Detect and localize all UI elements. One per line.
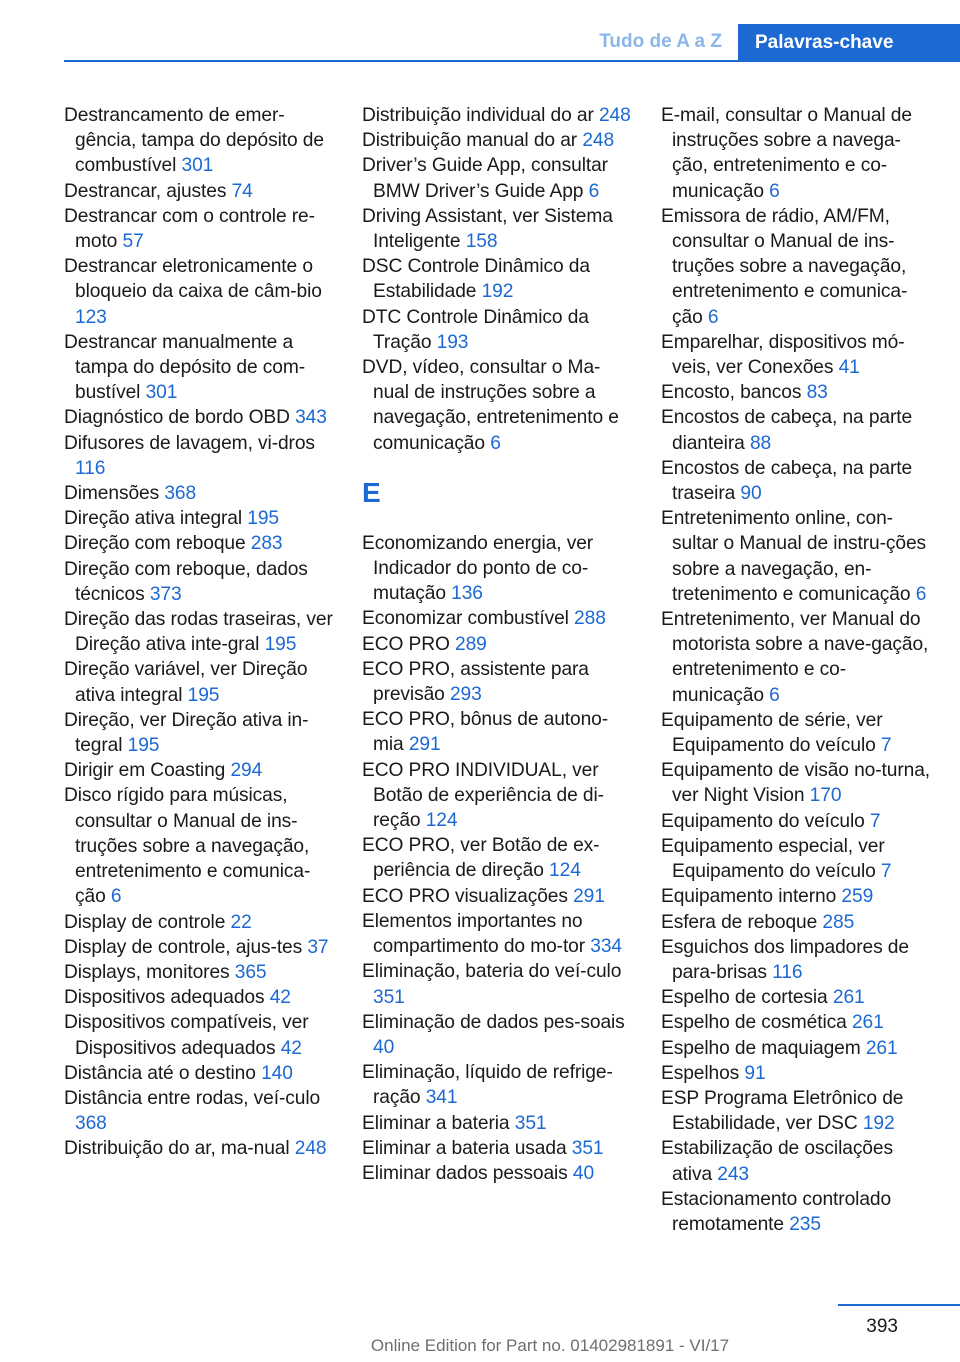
index-page-link[interactable]: 57	[122, 231, 144, 253]
index-entry	[362, 758, 632, 834]
index-entry	[362, 1060, 632, 1110]
index-entry	[661, 1136, 931, 1186]
index-page-link[interactable]: 192	[862, 1113, 895, 1135]
index-page-link[interactable]: 291	[573, 885, 605, 907]
index-entry-term: Economizando energia, ver Indicador do ponto de co‐mutação	[362, 532, 594, 605]
index-entry-term: Direção variável, ver Direção ativa integral	[64, 659, 308, 706]
index-page-link[interactable]: 248	[582, 130, 615, 152]
index-entry	[362, 204, 632, 254]
index-entry	[661, 380, 931, 405]
index-page-link[interactable]: 91	[744, 1062, 766, 1084]
index-entry	[362, 833, 632, 883]
index-page-link[interactable]: 248	[598, 105, 631, 126]
index-entry	[661, 103, 931, 204]
index-entry-term: Direção, ver Direção ativa in‐tegral	[64, 709, 309, 757]
index-page-link[interactable]: 288	[574, 608, 606, 630]
index-page-link[interactable]: 124	[549, 860, 581, 882]
index-entry-term: Distribuição do ar, ma‐nual	[64, 1138, 290, 1160]
section-tab[interactable]: Tudo de A a Z	[599, 31, 722, 52]
index-entry-term: Display de controle	[64, 911, 226, 933]
index-entry-term: Elementos importantes no compartimento do mo‐tor	[362, 910, 586, 958]
index-entry-term: ECO PRO	[362, 633, 450, 655]
index-entry-term: Displays, monitores	[64, 961, 230, 983]
index-entry-term: ECO PRO, ver Botão de ex‐periência de direção	[362, 835, 600, 882]
index-entry-term: ECO PRO INDIVIDUAL, ver Botão de experiência de di‐reção	[362, 759, 604, 832]
index-entry	[661, 607, 931, 708]
index-entry-term: Distância até o destino	[64, 1062, 256, 1084]
index-entry	[661, 330, 931, 380]
index-page-link[interactable]: 283	[250, 533, 283, 555]
index-page-link[interactable]: 291	[408, 734, 441, 756]
index-entry	[661, 405, 931, 455]
index-entry	[661, 910, 931, 935]
index-entry	[64, 204, 334, 254]
index-entry-term: Equipamento de série, ver Equipamento do veículo	[661, 709, 883, 757]
index-page-link[interactable]: 136	[451, 583, 483, 605]
index-entry	[64, 506, 334, 531]
index-entry-term: Eliminar dados pessoais	[362, 1162, 568, 1184]
index-entry	[661, 204, 931, 330]
index-page-link[interactable]: 365	[234, 961, 267, 983]
index-page-link[interactable]: 301	[145, 382, 178, 404]
index-entry	[661, 708, 931, 758]
index-page-link[interactable]: 334	[590, 936, 622, 958]
index-page-link[interactable]: 351	[571, 1137, 604, 1159]
index-page-link[interactable]: 192	[481, 281, 514, 303]
index-entry	[64, 935, 334, 960]
index-page-link[interactable]: 37	[307, 936, 329, 958]
index-entry	[362, 355, 632, 456]
index-entry	[64, 481, 334, 506]
index-entry-term: Difusores de lavagem, vi‐dros	[64, 432, 315, 454]
index-page-link[interactable]: 195	[187, 684, 220, 706]
index-entry	[64, 103, 334, 179]
index-column-1	[64, 103, 334, 1162]
index-page-link[interactable]: 7	[880, 735, 892, 757]
index-entry	[362, 153, 632, 203]
index-page-link[interactable]: 124	[425, 810, 458, 832]
index-entry-term: Dispositivos compatíveis, ver Dispositivos adequados	[64, 1012, 309, 1059]
index-entry	[64, 330, 334, 406]
index-entry-term: Eliminação de dados pes‐soais	[362, 1011, 625, 1033]
index-entry-term: Equipamento de visão no‐turna, ver Night Vision	[661, 760, 930, 807]
index-page-link[interactable]: 116	[75, 457, 106, 479]
index-page-link[interactable]: 195	[247, 508, 279, 530]
index-entry-term: Direção com reboque, dados técnicos	[64, 558, 308, 605]
index-entry	[661, 834, 931, 884]
index-entry	[64, 708, 334, 758]
index-entry-term: DSC Controle Dinâmico da Estabilidade	[362, 256, 590, 303]
index-entry-term: ECO PRO visualizações	[362, 885, 568, 907]
index-column-2	[362, 103, 632, 1186]
index-page-link[interactable]: 373	[149, 583, 182, 605]
index-page-link[interactable]: 261	[851, 1012, 884, 1034]
index-page-link[interactable]: 261	[865, 1037, 898, 1059]
index-entry	[64, 405, 334, 430]
index-entry	[661, 985, 931, 1010]
index-entry-term: Disco rígido para músicas, consultar o Manual de ins‐truções sobre a navegação, entretenimento e comunica‐ção	[64, 785, 311, 908]
index-entry-term: Espelho de cortesia	[661, 987, 828, 1009]
index-entry-term: Espelhos	[661, 1062, 740, 1084]
index-entry-term: Destrancamento de emer‐gência, tampa do depósito de combustível	[64, 105, 324, 177]
index-entry-term: Diagnóstico de bordo OBD	[64, 407, 290, 429]
index-page-link[interactable]: 285	[822, 911, 855, 933]
index-entry	[64, 531, 334, 556]
index-letter-heading: E	[362, 476, 381, 508]
index-column-3	[661, 103, 931, 1237]
index-page-link[interactable]: 123	[75, 306, 107, 328]
index-entry-term: Distribuição individual do ar	[362, 105, 594, 126]
index-page-link[interactable]: 158	[465, 231, 498, 253]
index-entry-term: Equipamento interno	[661, 886, 837, 908]
index-entry	[362, 1161, 632, 1186]
index-entry	[362, 1111, 632, 1136]
index-entry	[64, 985, 334, 1010]
index-page-link[interactable]: 343	[295, 407, 327, 429]
index-page-link[interactable]: 6	[915, 583, 927, 605]
index-page-link[interactable]: 83	[806, 382, 828, 404]
index-entry-term: Eliminar a bateria	[362, 1112, 510, 1134]
index-entry-term: DTC Controle Dinâmico da Tração	[362, 306, 589, 353]
page-number: 393	[866, 1316, 898, 1337]
index-page-link[interactable]: 40	[572, 1162, 595, 1184]
index-entry	[661, 456, 931, 506]
index-entry-term: Emissora de rádio, AM/FM, consultar o Manual de ins‐truções sobre a navegação, entretenimento e comunica‐ção	[661, 205, 908, 328]
index-entry	[64, 960, 334, 985]
index-page-link[interactable]: 90	[740, 483, 762, 505]
index-entry-term: ECO PRO, assistente para previsão	[362, 658, 589, 706]
index-page-link[interactable]: 42	[269, 987, 291, 1009]
index-entry-term: Esguichos dos limpadores de para-brisas	[661, 936, 909, 983]
index-entry-term: Estacionamento controlado remotamente	[661, 1188, 892, 1235]
index-entry	[661, 506, 931, 607]
index-entry	[661, 1010, 931, 1035]
index-entry	[362, 128, 632, 153]
index-entry-term: Dispositivos adequados	[64, 987, 265, 1009]
index-page-link[interactable]: 42	[280, 1037, 302, 1059]
index-entry-term: Eliminação, bateria do veí‐culo	[362, 961, 622, 983]
index-page-link[interactable]: 41	[838, 357, 860, 379]
index-page-link[interactable]: 248	[294, 1138, 327, 1160]
index-entry	[362, 531, 632, 607]
index-entry-term: Entretenimento, ver Manual do motorista sobre a nave‐gação, entretenimento e co‐municação	[661, 609, 929, 706]
index-entry-term: Distância entre rodas, veí‐culo	[64, 1087, 321, 1109]
index-entry	[64, 910, 334, 935]
keywords-tab[interactable]: Palavras-chave	[738, 24, 960, 62]
index-entry-term: ESP Programa Eletrônico de Estabilidade, ver DSC	[661, 1087, 904, 1135]
index-entry	[64, 557, 334, 607]
index-entry-term: Encostos de cabeça, na parte traseira	[661, 457, 913, 505]
index-page-link[interactable]: 368	[164, 483, 197, 505]
index-entry-term: Entretenimento online, con‐sultar o Manual de instru‐ções sobre a navegação, en‐tretenimento e comunicação	[661, 508, 927, 605]
index-entry	[64, 607, 334, 657]
index-entry-term: Destrancar, ajustes	[64, 180, 227, 202]
page-number-rule	[838, 1304, 960, 1306]
index-entry	[661, 1086, 931, 1136]
index-entry	[64, 783, 334, 909]
index-entry-term: Espelho de maquiagem	[661, 1037, 861, 1059]
index-page-link[interactable]: 351	[514, 1112, 547, 1134]
index-entry-term: Equipamento do veículo	[661, 810, 865, 832]
index-entry-term: Espelho de cosmética	[661, 1012, 847, 1034]
index-entry	[64, 1061, 334, 1086]
index-page-link[interactable]: 259	[841, 886, 874, 908]
index-entry	[661, 1187, 931, 1237]
index-entry	[362, 103, 632, 128]
index-entry-term: Driving Assistant, ver Sistema Inteligente	[362, 205, 613, 253]
index-entry	[661, 758, 931, 808]
index-page-link[interactable]: 88	[749, 432, 772, 454]
index-entry	[362, 632, 632, 657]
index-entry	[64, 1086, 334, 1136]
index-page-link[interactable]: 6	[769, 684, 780, 706]
index-entry-term: Destrancar manualmente a tampa do depósito de com‐bustível	[64, 331, 306, 404]
index-entry	[64, 254, 334, 330]
index-page-link[interactable]: 351	[373, 986, 405, 1008]
index-entry-term: Dirigir em Coasting	[64, 760, 226, 782]
index-entry	[661, 809, 931, 834]
index-page-link[interactable]: 7	[880, 861, 892, 883]
index-entry	[64, 758, 334, 783]
index-entry-term: Dimensões	[64, 483, 160, 505]
index-entry	[64, 657, 334, 707]
index-entry	[362, 254, 632, 304]
index-entry-term: E-mail, consultar o Manual de instruções sobre a navega‐ção, entretenimento e co‐municação	[661, 105, 912, 202]
index-entry	[362, 305, 632, 355]
index-page-link[interactable]: 301	[181, 155, 214, 177]
index-entry-term: Distribuição manual do ar	[362, 130, 578, 152]
index-entry	[661, 935, 931, 985]
footer-edition-note: Online Edition for Part no. 01402981891 - VI/17	[370, 1336, 730, 1355]
index-page-link[interactable]: 193	[436, 331, 469, 353]
index-entry	[661, 1036, 931, 1061]
index-page-link[interactable]: 243	[717, 1163, 749, 1185]
index-page-link[interactable]: 293	[449, 684, 482, 706]
index-page-link[interactable]: 235	[789, 1213, 821, 1235]
index-page-link[interactable]: 22	[230, 911, 252, 933]
index-page-link[interactable]: 6	[769, 180, 780, 202]
index-page-link[interactable]: 7	[869, 810, 881, 832]
index-page-link[interactable]: 140	[261, 1062, 293, 1084]
index-entry-term: Destrancar eletronicamente o bloqueio da caixa de câm‐bio	[64, 256, 322, 303]
index-entry	[362, 1136, 632, 1161]
index-page-link[interactable]: 195	[264, 634, 297, 656]
index-entry	[362, 959, 632, 1009]
index-page-link[interactable]: 261	[832, 987, 865, 1009]
index-entry	[362, 1010, 632, 1060]
index-entry-term: Direção das rodas traseiras, ver Direção ativa inte‐gral	[64, 609, 333, 656]
index-page-link[interactable]: 368	[75, 1113, 107, 1135]
index-page-link[interactable]: 6	[707, 306, 719, 328]
index-page-link[interactable]: 40	[373, 1036, 395, 1058]
index-entry	[661, 884, 931, 909]
index-page-link[interactable]: 6	[110, 886, 122, 908]
index-page-link[interactable]: 341	[425, 1087, 458, 1109]
index-entry-term: Direção ativa integral	[64, 508, 243, 530]
index-page-link[interactable]: 195	[127, 735, 160, 757]
index-entry	[64, 1136, 334, 1161]
index-entry-term: DVD, vídeo, consultar o Ma‐nual de instruções sobre a navegação, entretenimento e comunicação	[362, 357, 619, 454]
index-entry	[362, 884, 632, 909]
index-entry-term: ECO PRO, bônus de autono‐mia	[362, 709, 609, 756]
index-entry-term: Emparelhar, dispositivos mó‐veis, ver Conexões	[661, 331, 905, 379]
index-entry	[362, 909, 632, 959]
index-page-link[interactable]: 6	[588, 180, 600, 202]
index-entry-term: Equipamento especial, ver Equipamento do veículo	[661, 835, 885, 883]
index-page-link[interactable]: 6	[490, 432, 501, 454]
index-entry-term: Encostos de cabeça, na parte dianteira	[661, 407, 913, 454]
index-entry-term: Destrancar com o controle re‐moto	[64, 205, 315, 253]
index-entry	[362, 657, 632, 707]
index-entry-term: Display de controle, ajus‐tes	[64, 936, 303, 958]
index-entry	[64, 1010, 334, 1060]
index-page-link[interactable]: 116	[772, 961, 803, 983]
index-entry-term: Esfera de reboque	[661, 911, 818, 933]
index-page-link[interactable]: 294	[230, 760, 263, 782]
index-entry-term: Encosto, bancos	[661, 382, 802, 404]
index-entry	[362, 707, 632, 757]
index-page-link[interactable]: 170	[809, 785, 842, 807]
index-entry	[64, 431, 334, 481]
index-page-link[interactable]: 74	[231, 180, 253, 202]
index-entry-term: Economizar combustível	[362, 608, 569, 630]
header-divider	[64, 60, 960, 62]
index-entry	[64, 179, 334, 204]
index-entry-term: Direção com reboque	[64, 533, 246, 555]
page-header	[0, 24, 960, 62]
index-page-link[interactable]: 289	[455, 633, 487, 655]
index-entry-term: Estabilização de oscilações ativa	[661, 1138, 893, 1185]
index-entry-term: Eliminação, líquido de refrige‐ração	[362, 1062, 613, 1109]
index-entry-term: Driver’s Guide App, consultar BMW Driver’s Guide App	[362, 155, 608, 202]
index-entry	[661, 1061, 931, 1086]
index-entry	[362, 606, 632, 631]
index-entry-term: Eliminar a bateria usada	[362, 1137, 567, 1159]
